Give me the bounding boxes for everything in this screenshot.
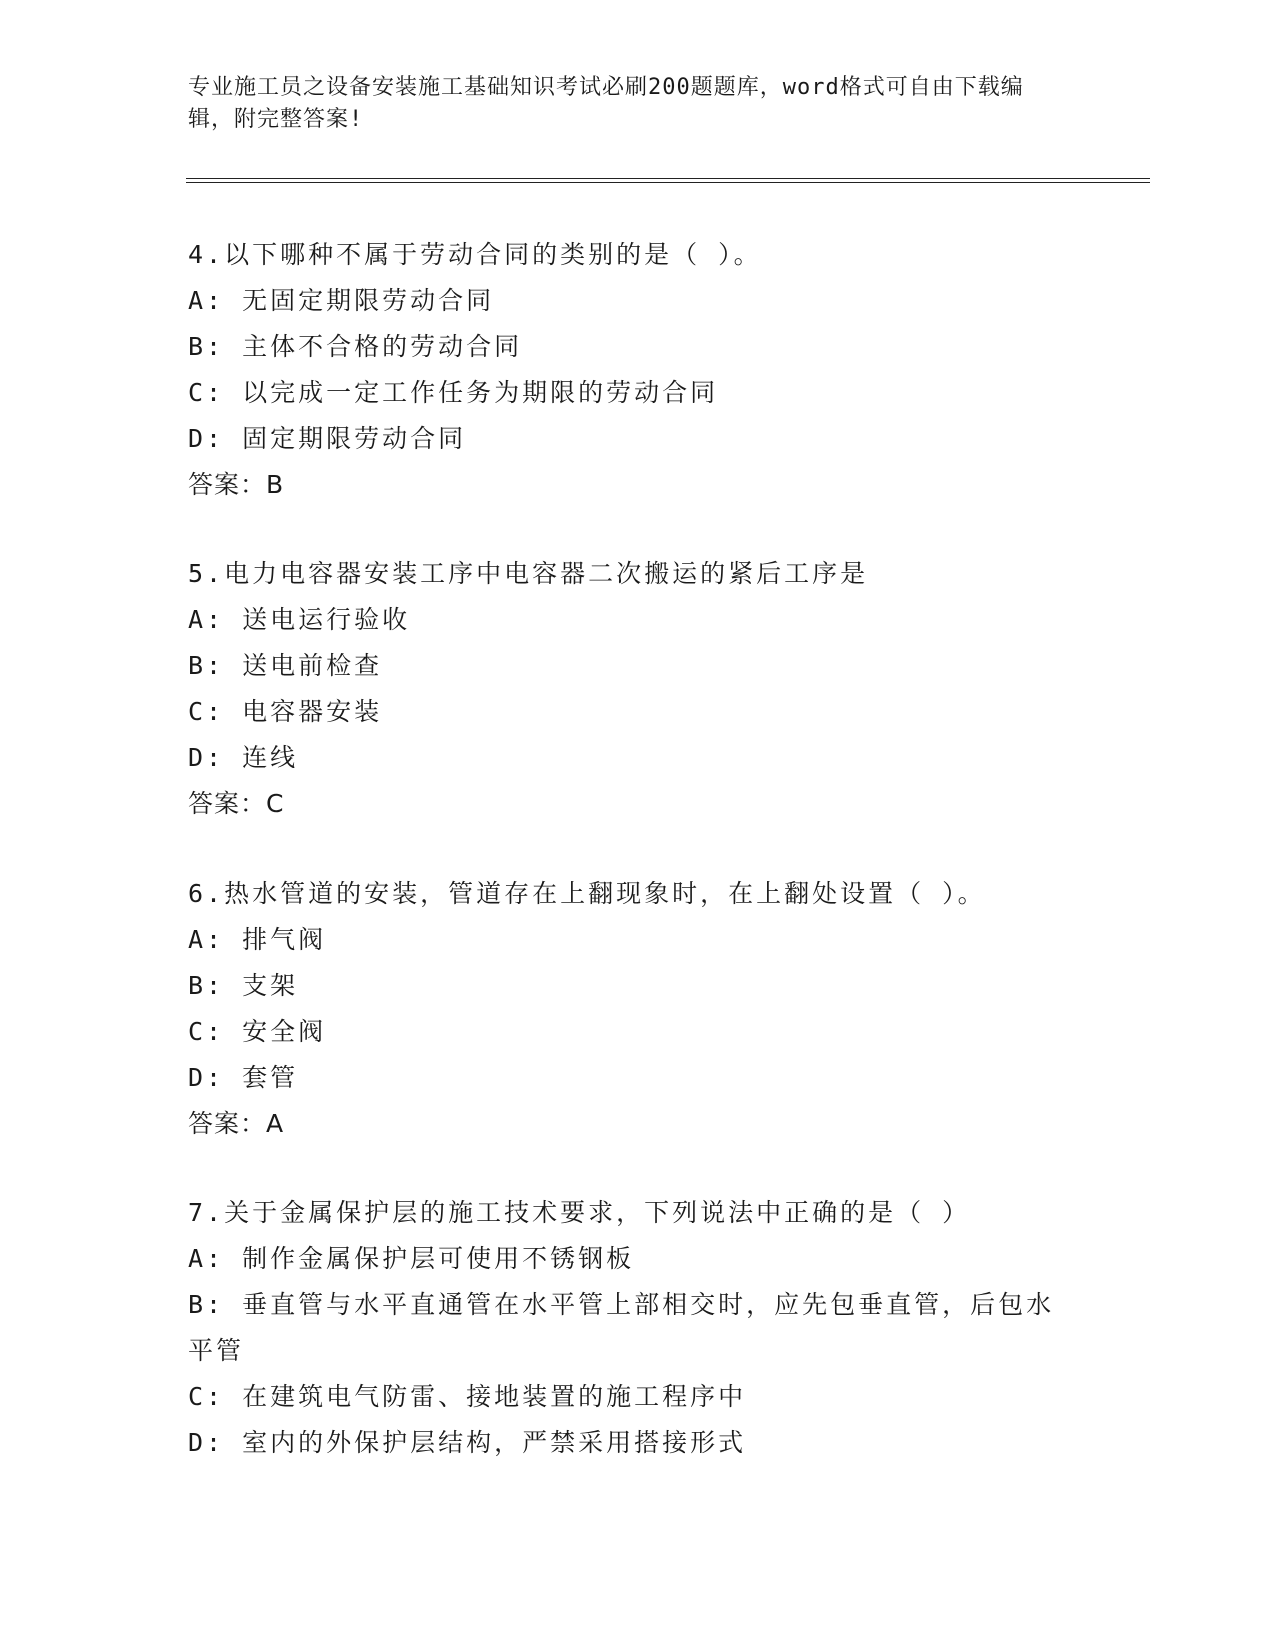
option-d: D: 室内的外保护层结构，严禁采用搭接形式 xyxy=(188,1428,747,1457)
option-b: B: 垂直管与水平直通管在水平管上部相交时，应先包垂直管，后包水平管 xyxy=(188,1290,1055,1365)
question-5 xyxy=(188,551,1088,827)
answer: 答案：A xyxy=(188,1109,285,1138)
option-b: B: 送电前检查 xyxy=(188,651,383,680)
option-c: C: 安全阀 xyxy=(188,1017,327,1046)
question-6 xyxy=(188,871,1088,1147)
option-a: A: 排气阀 xyxy=(188,925,327,954)
answer: 答案：B xyxy=(188,470,285,499)
option-a: A: 制作金属保护层可使用不锈钢板 xyxy=(188,1244,635,1273)
option-c: C: 在建筑电气防雷、接地装置的施工程序中 xyxy=(188,1382,747,1411)
question-7 xyxy=(188,1190,1088,1466)
option-b: B: 主体不合格的劳动合同 xyxy=(188,332,523,361)
option-d: D: 套管 xyxy=(188,1063,299,1092)
header-divider-bottom xyxy=(186,182,1150,183)
question-stem: 7.关于金属保护层的施工技术要求，下列说法中正确的是（ ） xyxy=(188,1198,971,1227)
option-c: C: 以完成一定工作任务为期限的劳动合同 xyxy=(188,378,719,407)
answer: 答案：C xyxy=(188,789,285,818)
option-a: A: 无固定期限劳动合同 xyxy=(188,286,495,315)
option-d: D: 连线 xyxy=(188,743,299,772)
document-header xyxy=(188,72,1068,136)
header-divider-top xyxy=(186,178,1150,179)
option-a: A: 送电运行验收 xyxy=(188,605,411,634)
question-stem: 4.以下哪种不属于劳动合同的类别的是（ ）。 xyxy=(188,240,762,269)
question-stem: 5.电力电容器安装工序中电容器二次搬运的紧后工序是 xyxy=(188,559,869,588)
option-c: C: 电容器安装 xyxy=(188,697,383,726)
option-d: D: 固定期限劳动合同 xyxy=(188,424,467,453)
header-title: 专业施工员之设备安装施工基础知识考试必刷200题题库，word格式可自由下载编辑，附完整答案! xyxy=(188,75,1024,132)
question-stem: 6.热水管道的安装，管道存在上翻现象时，在上翻处设置（ ）。 xyxy=(188,879,986,908)
question-4 xyxy=(188,232,1088,508)
option-b: B: 支架 xyxy=(188,971,299,1000)
